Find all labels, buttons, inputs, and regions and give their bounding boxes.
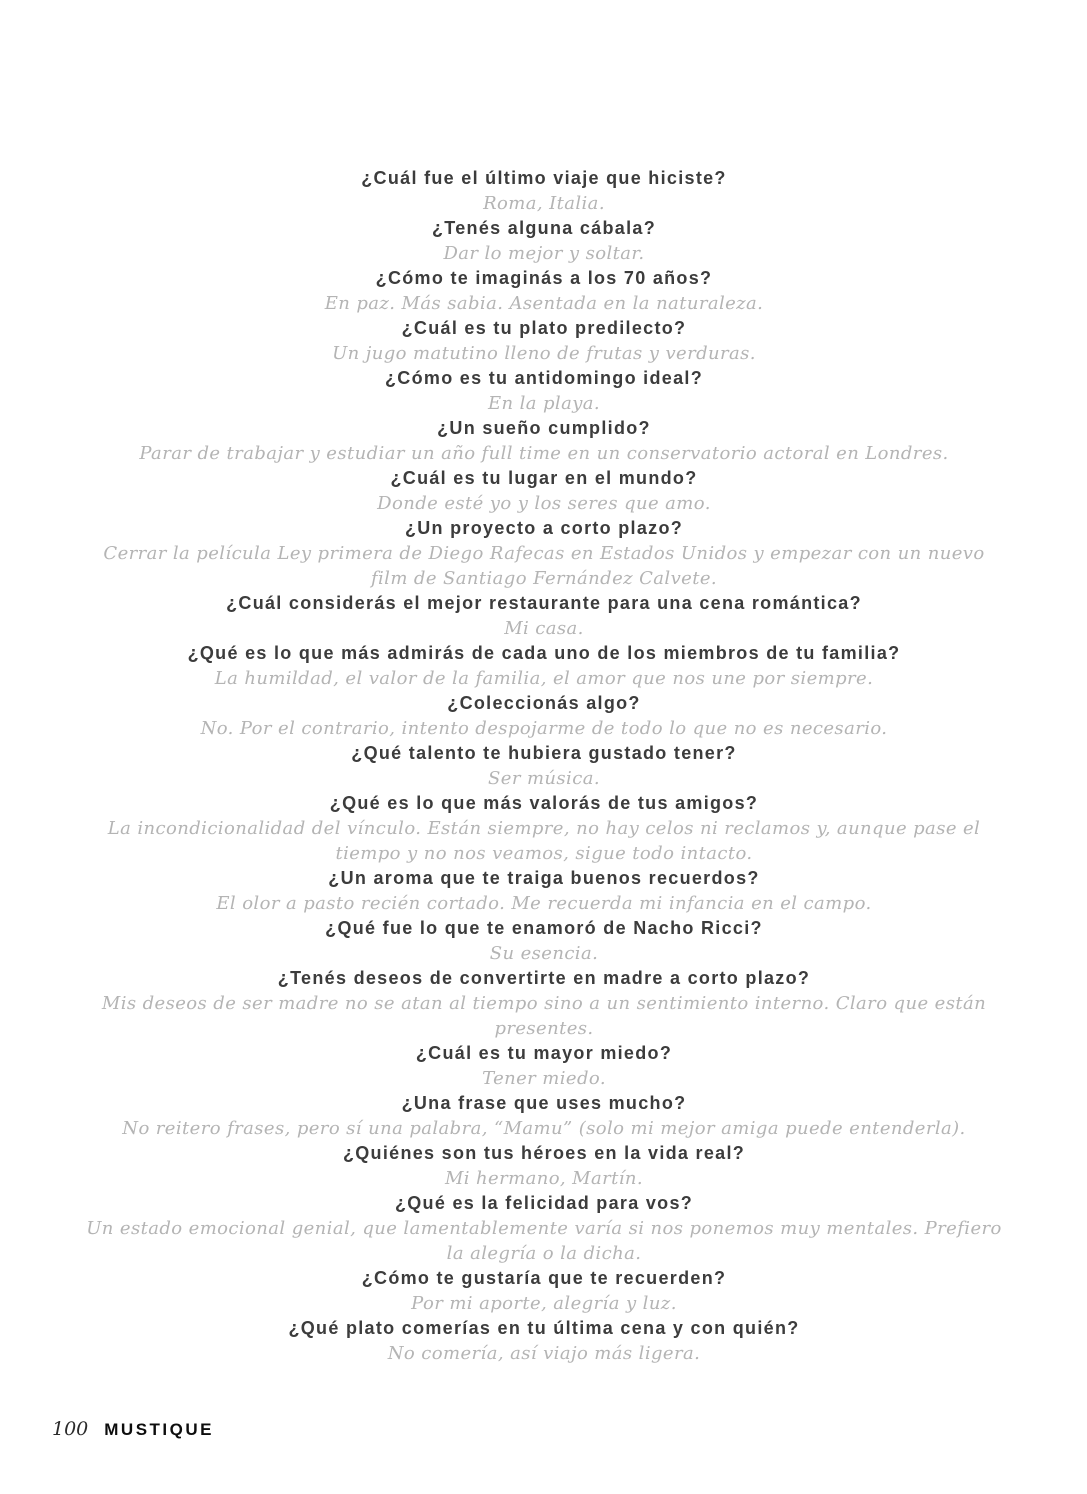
qa-item (84, 741, 1004, 791)
qa-item (84, 1041, 1004, 1091)
magazine-logo: MUSTIQUE (104, 1420, 214, 1439)
qa-item (84, 366, 1004, 416)
answer: Su esencia. (489, 943, 599, 964)
question: ¿Cuál es tu mayor miedo? (415, 1043, 673, 1063)
answer: No. Por el contrario, intento despojarme de todo lo que no es necesario. (200, 718, 888, 739)
qa-item (84, 416, 1004, 466)
qa-item (84, 866, 1004, 916)
answer: No comería, así viajo más ligera. (387, 1343, 701, 1364)
answer: Dar lo mejor y soltar. (443, 243, 645, 264)
question: ¿Coleccionás algo? (447, 693, 641, 713)
qa-item (84, 916, 1004, 966)
answer: Un estado emocional genial, que lamentablemente varía si nos ponemos muy mentales. Prefiero la alegría o la dicha. (86, 1218, 1002, 1264)
answer: Ser música. (488, 768, 600, 789)
question: ¿Cuál es tu lugar en el mundo? (390, 468, 698, 488)
question: ¿Una frase que uses mucho? (401, 1093, 687, 1113)
qa-item (84, 966, 1004, 1041)
page-number: 100 (52, 1418, 89, 1440)
question: ¿Tenés deseos de convertirte en madre a corto plazo? (277, 968, 811, 988)
answer: La humildad, el valor de la familia, el amor que nos une por siempre. (214, 668, 874, 689)
question: ¿Un proyecto a corto plazo? (404, 518, 684, 538)
answer: Cerrar la película Ley primera de Diego Rafecas en Estados Unidos y empezar con un nuevo film de Santiago Fernández Calvete. (103, 543, 985, 589)
question: ¿Qué es lo que más valorás de tus amigos? (329, 793, 759, 813)
answer: El olor a pasto recién cortado. Me recuerda mi infancia en el campo. (216, 893, 872, 914)
question: ¿Qué es lo que más admirás de cada uno de los miembros de tu familia? (187, 643, 901, 663)
qa-item (84, 1091, 1004, 1141)
qa-list (84, 166, 1004, 1366)
answer: En la playa. (487, 393, 601, 414)
answer: Donde esté yo y los seres que amo. (377, 493, 711, 514)
answer: Tener miedo. (482, 1068, 606, 1089)
question: ¿Qué fue lo que te enamoró de Nacho Ricci? (325, 918, 763, 938)
answer: Por mi aporte, alegría y luz. (411, 1293, 677, 1314)
qa-item (84, 316, 1004, 366)
question: ¿Un sueño cumplido? (437, 418, 651, 438)
question: ¿Cómo te gustaría que te recuerden? (361, 1268, 727, 1288)
question: ¿Cómo te imaginás a los 70 años? (375, 268, 713, 288)
page-footer (52, 1418, 214, 1440)
qa-item (84, 641, 1004, 691)
qa-item (84, 466, 1004, 516)
qa-item (84, 791, 1004, 866)
qa-item (84, 1266, 1004, 1316)
qa-item (84, 1141, 1004, 1191)
question: ¿Cuál fue el último viaje que hiciste? (361, 168, 727, 188)
qa-item (84, 266, 1004, 316)
question: ¿Cómo es tu antidomingo ideal? (385, 368, 703, 388)
question: ¿Qué es la felicidad para vos? (394, 1193, 694, 1213)
qa-item (84, 691, 1004, 741)
qa-item (84, 1191, 1004, 1266)
answer: En paz. Más sabia. Asentada en la naturaleza. (324, 293, 764, 314)
question: ¿Qué talento te hubiera gustado tener? (351, 743, 737, 763)
question: ¿Qué plato comerías en tu última cena y con quién? (288, 1318, 800, 1338)
answer: Mi casa. (504, 618, 584, 639)
question: ¿Tenés alguna cábala? (431, 218, 657, 238)
answer: No reitero frases, pero sí una palabra, “Mamu” (solo mi mejor amiga puede entenderla). (122, 1118, 966, 1139)
answer: Parar de trabajar y estudiar un año full time en un conservatorio actoral en Londres. (139, 443, 949, 464)
answer: Un jugo matutino lleno de frutas y verduras. (332, 343, 756, 364)
qa-item (84, 516, 1004, 591)
qa-item (84, 591, 1004, 641)
answer: Roma, Italia. (483, 193, 605, 214)
qa-item (84, 1316, 1004, 1366)
question: ¿Quiénes son tus héroes en la vida real? (342, 1143, 746, 1163)
qa-item (84, 216, 1004, 266)
question: ¿Cuál considerás el mejor restaurante para una cena romántica? (226, 593, 862, 613)
answer: Mis deseos de ser madre no se atan al tiempo sino a un sentimiento interno. Claro que están presentes. (101, 993, 987, 1039)
question: ¿Cuál es tu plato predilecto? (401, 318, 687, 338)
qa-item (84, 166, 1004, 216)
question: ¿Un aroma que te traiga buenos recuerdos? (328, 868, 760, 888)
answer: La incondicionalidad del vínculo. Están siempre, no hay celos ni reclamos y, aunque pase el tiempo y no nos veamos, sigue todo intacto. (107, 818, 981, 864)
answer: Mi hermano, Martín. (444, 1168, 644, 1189)
